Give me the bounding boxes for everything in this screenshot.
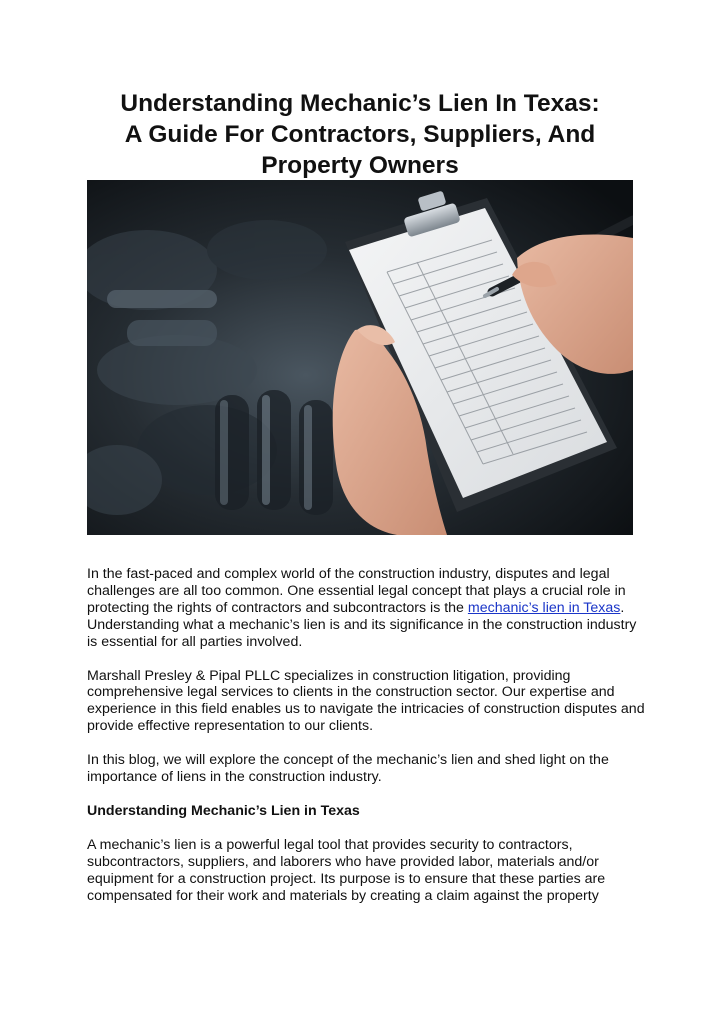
section-heading: Understanding Mechanic’s Lien in Texas [87, 802, 360, 819]
inspection-clipboard-photo [87, 180, 633, 535]
intro-paragraph [87, 566, 647, 651]
mechanics-lien-texas-link[interactable]: mechanic’s lien in Texas [467, 599, 621, 616]
firm-paragraph: Marshall Presley & Pipal PLLC specializes in construction litigation, providing comprehensive legal services to clients in the construction sector. Our expertise and experience in this field enables us to navigate the intricacies of construction disputes and provide effective representation to our clients. [87, 667, 645, 735]
article-body [87, 566, 647, 922]
blog-overview-paragraph: In this blog, we will explore the concept of the mechanic’s lien and shed light on the importance of liens in the construction industry. [87, 752, 609, 786]
title-line-1: Understanding Mechanic’s Lien In Texas: [120, 90, 600, 117]
title-line-3: Property Owners [261, 152, 459, 179]
title-line-2: A Guide For Contractors, Suppliers, And [124, 121, 596, 148]
page-title [70, 88, 650, 181]
intro-text-start: In the fast-paced and complex world of the construction industry, disputes and legal challenges are all too common. One essential legal concept that plays a crucial role in protecting the rights of contractors and subcontractors is the [87, 566, 626, 616]
intro-text-end: . Understanding what a mechanic’s lien is and its significance in the construction industry is essential for all parties involved. [87, 599, 637, 650]
lien-definition-paragraph: A mechanic’s lien is a powerful legal tool that provides security to contractors, subcontractors, suppliers, and laborers who have provided labor, materials and/or equipment for a construction project. Its purpose is to ensure that these parties are compensated for their work and materials by creating a claim against the property [87, 836, 606, 904]
